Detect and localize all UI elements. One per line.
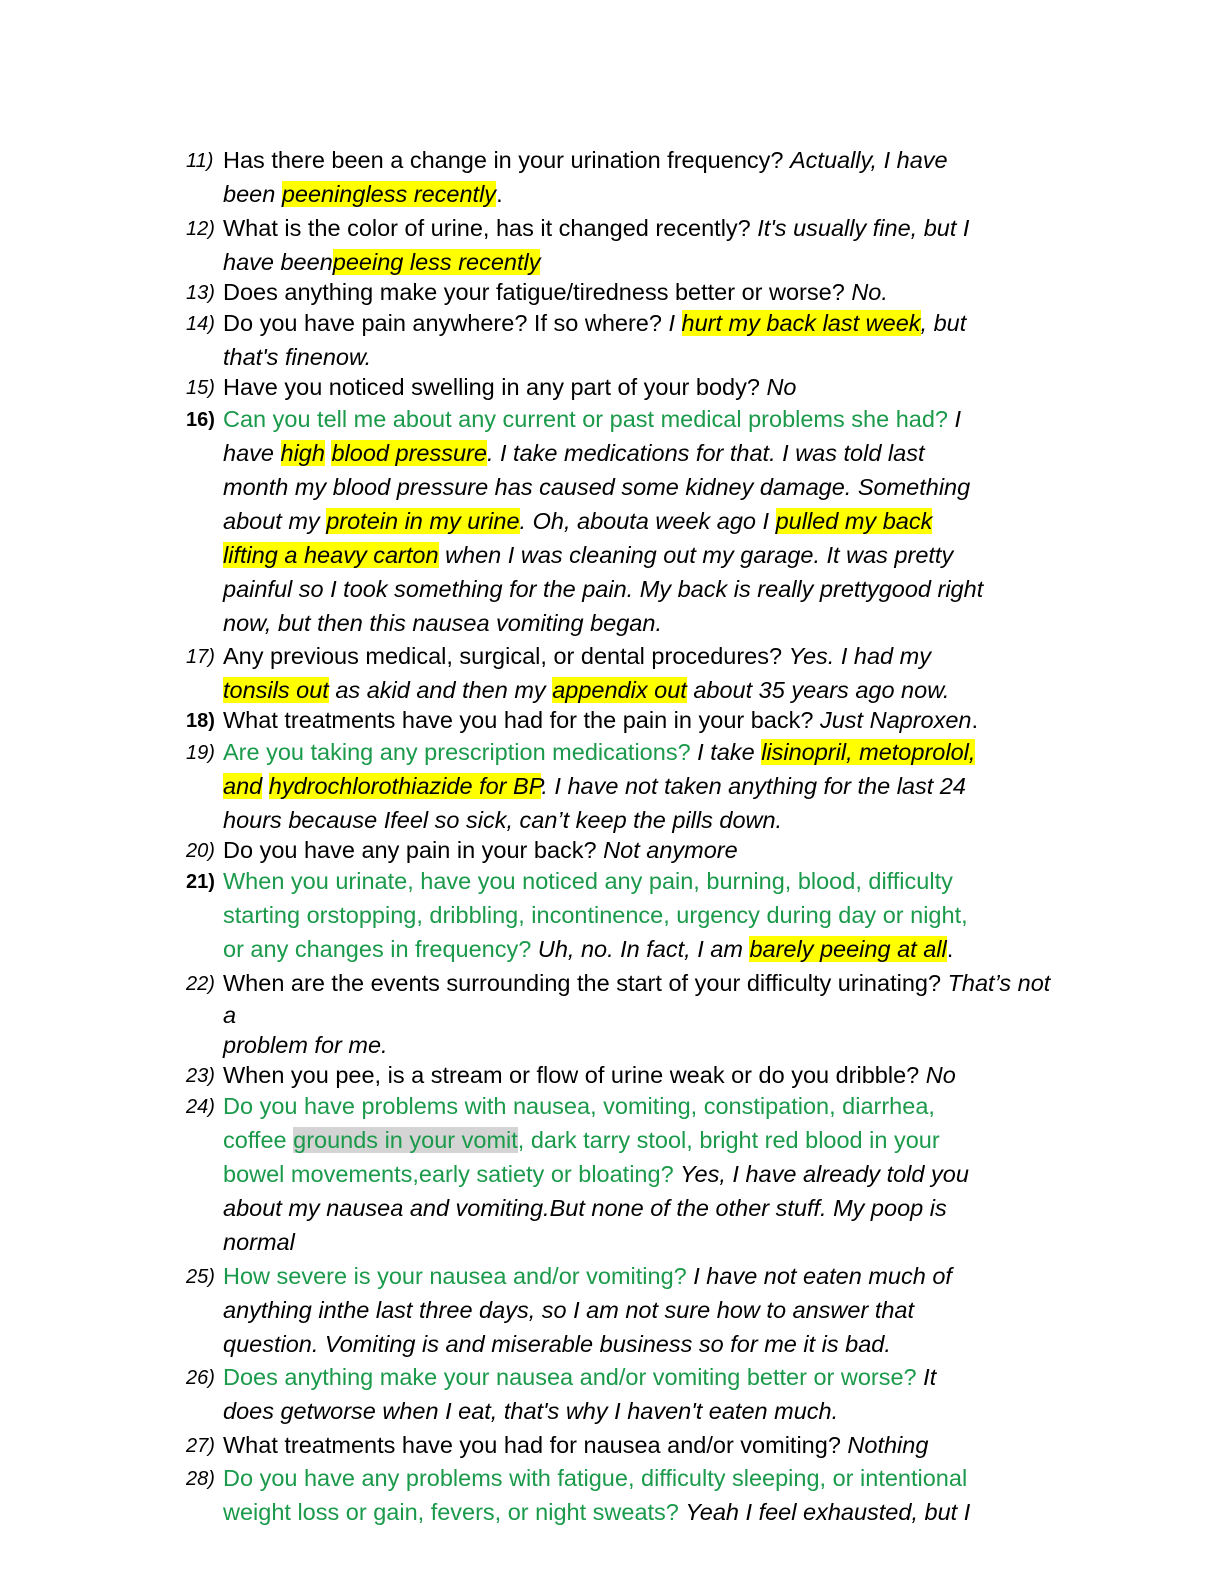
text-line xyxy=(223,1191,1176,1225)
answer-text: , but xyxy=(920,310,967,336)
qa-item xyxy=(186,1461,1176,1529)
highlighted-text: high xyxy=(280,440,325,466)
text-line xyxy=(223,572,1176,606)
text-line xyxy=(223,538,1176,572)
text-line xyxy=(223,211,1176,245)
text-line xyxy=(223,1360,1176,1394)
text-line xyxy=(223,370,1176,404)
answer-text: as akid and then my xyxy=(328,677,553,703)
answer-text: Uh, no. In fact, I am xyxy=(537,936,750,962)
answer-text: Yes. I had my xyxy=(788,643,931,669)
answer-text: . I have not taken anything for the last 24 xyxy=(541,773,966,799)
text-line xyxy=(223,1157,1176,1191)
highlighted-text: peeing less recently xyxy=(332,249,541,275)
text-line xyxy=(223,245,1176,279)
answer-text: about my xyxy=(223,508,327,534)
highlighted-text: appendix out xyxy=(552,677,687,703)
answer-text: about 35 years ago now. xyxy=(686,677,950,703)
highlighted-text: and xyxy=(223,773,263,799)
answer-text: when I was cleaning out my garage. It was pretty xyxy=(438,542,954,568)
answer-text: painful so I took something for the pain. My back is really prettygood right xyxy=(223,576,984,602)
answer-text: That’s not xyxy=(947,970,1051,996)
answer-text: No xyxy=(925,1062,956,1088)
answer-text: a xyxy=(223,1002,237,1028)
item-number: 12) xyxy=(186,218,215,240)
item-number: 15) xyxy=(186,377,215,399)
item-number: 17) xyxy=(186,646,215,668)
answer-text: anything inthe last three days, so I am not sure how to answer that xyxy=(223,1297,915,1323)
question-text: Has there been a change in your urination frequency? xyxy=(223,147,790,173)
item-number: 21) xyxy=(186,871,215,893)
question-text: Do you have problems with nausea, vomiting, constipation, diarrhea, xyxy=(223,1093,935,1119)
highlighted-text: lisinopril, metoprolol, xyxy=(761,739,976,765)
text-line xyxy=(223,1225,1176,1259)
answer-text: . Oh, abouta week ago I xyxy=(519,508,776,534)
qa-item xyxy=(186,1428,1176,1462)
answer-text: been xyxy=(223,181,282,207)
item-number: 16) xyxy=(186,409,215,431)
item-number: 14) xyxy=(186,313,215,335)
answer-text: month my blood pressure has caused some kidney damage. Something xyxy=(223,474,971,500)
qa-item xyxy=(186,833,1176,867)
highlighted-text: hydrochlorothiazide for BP xyxy=(268,773,542,799)
text-line xyxy=(223,639,1176,673)
item-number: 28) xyxy=(186,1468,215,1490)
item-number: 13) xyxy=(186,282,215,304)
question-text: starting orstopping, dribbling, incontinence, urgency during day or night, xyxy=(223,902,968,928)
question-text: Does anything make your fatigue/tiredness better or worse? xyxy=(223,279,852,305)
text-line xyxy=(223,306,1176,340)
question-text: Are you taking any prescription medications? xyxy=(223,739,698,765)
highlighted-text: grounds in your vomit xyxy=(293,1127,518,1153)
question-text: Do you have pain anywhere? If so where? xyxy=(223,310,669,336)
question-text: bowel movements,early satiety or bloating? xyxy=(223,1161,681,1187)
question-text: . xyxy=(496,181,503,207)
item-number: 26) xyxy=(186,1367,215,1389)
item-number: 27) xyxy=(186,1435,215,1457)
answer-text: It xyxy=(923,1364,937,1390)
answer-text: I xyxy=(668,310,682,336)
text-line xyxy=(223,1089,1176,1123)
text-line xyxy=(223,1293,1176,1327)
answer-text: about my nausea and vomiting.But none of the other stuff. My poop is xyxy=(223,1195,947,1221)
text-line xyxy=(223,769,1176,803)
text-line xyxy=(223,898,1176,932)
question-text: What treatments have you had for the pain in your back? xyxy=(223,707,820,733)
text-line xyxy=(223,1461,1176,1495)
highlighted-text: pulled my back xyxy=(775,508,933,534)
question-text: . xyxy=(971,707,979,733)
answer-text: normal xyxy=(223,1229,295,1255)
answer-text: Nothing xyxy=(847,1432,929,1458)
text-line xyxy=(223,1259,1176,1293)
highlighted-text: blood pressure xyxy=(331,440,487,466)
answer-text: now, but then this nausea vomiting began. xyxy=(223,610,662,636)
text-line xyxy=(223,1495,1176,1529)
qa-item xyxy=(186,306,1176,374)
text-line xyxy=(223,1123,1176,1157)
answer-text: Yeah I feel exhausted, but I xyxy=(685,1499,971,1525)
qa-item xyxy=(186,1259,1176,1361)
question-text: When you urinate, have you noticed any pain, burning, blood, difficulty xyxy=(223,868,953,894)
item-number: 20) xyxy=(186,840,215,862)
text-line xyxy=(223,966,1050,1000)
qa-item xyxy=(186,370,1176,404)
answer-text: question. Vomiting is and miserable business so for me it is bad. xyxy=(223,1331,891,1357)
question-text: When you pee, is a stream or flow of urine weak or do you dribble? xyxy=(223,1062,926,1088)
text-line xyxy=(223,1394,1176,1428)
text-line xyxy=(223,340,1176,374)
text-line xyxy=(223,177,1176,211)
qa-item xyxy=(186,211,1176,279)
highlighted-text: hurt my back last week xyxy=(681,310,921,336)
item-number: 11) xyxy=(186,150,214,172)
answer-text: I xyxy=(954,406,962,432)
answer-text: Yes, I have already told you xyxy=(680,1161,969,1187)
question-text: How severe is your nausea and/or vomiting? xyxy=(223,1263,694,1289)
question-text: Any previous medical, surgical, or dental procedures? xyxy=(223,643,789,669)
qa-item xyxy=(186,402,1176,640)
question-text: What is the color of urine, has it changed recently? xyxy=(223,215,758,241)
answer-text: does getworse when I eat, that's why I haven't eaten much. xyxy=(223,1398,839,1424)
answer-text: that's finenow. xyxy=(223,344,372,370)
answer-text: Just Naproxen xyxy=(819,707,972,733)
text-line xyxy=(223,998,236,1032)
qa-item xyxy=(186,275,1176,309)
qa-item xyxy=(186,864,1176,966)
text-line xyxy=(223,275,1176,309)
text-line xyxy=(223,402,1176,436)
highlighted-text: peeningless recently xyxy=(281,181,497,207)
item-number: 18) xyxy=(186,710,215,732)
qa-item xyxy=(186,143,1176,211)
text-line xyxy=(223,1428,1176,1462)
item-number: 22) xyxy=(186,973,215,995)
question-text: Have you noticed swelling in any part of your body? xyxy=(223,374,767,400)
question-text: weight loss or gain, fevers, or night sweats? xyxy=(223,1499,686,1525)
answer-text: Not anymore xyxy=(603,837,738,863)
text-line xyxy=(223,1028,388,1062)
qa-item xyxy=(186,703,1176,737)
text-line xyxy=(223,673,1176,707)
question-text: Do you have any pain in your back? xyxy=(223,837,604,863)
highlighted-text: barely peeing at all xyxy=(749,936,947,962)
text-line xyxy=(223,606,1176,640)
question-text: Does anything make your nausea and/or vomiting better or worse? xyxy=(223,1364,924,1390)
text-line xyxy=(223,833,1176,867)
answer-text: problem for me. xyxy=(223,1032,388,1058)
answer-text: I take xyxy=(697,739,762,765)
question-text: What treatments have you had for nausea and/or vomiting? xyxy=(223,1432,848,1458)
question-text: , dark tarry stool, bright red blood in your xyxy=(517,1127,940,1153)
answer-text: No xyxy=(766,374,797,400)
text-line xyxy=(223,932,1176,966)
text-line xyxy=(223,470,1176,504)
text-line xyxy=(223,864,1176,898)
question-text: or any changes in frequency? xyxy=(223,936,538,962)
qa-item xyxy=(186,639,1176,707)
question-text: Can you tell me about any current or past medical problems she had? xyxy=(223,406,955,432)
qa-item xyxy=(186,1058,1176,1092)
highlighted-text: tonsils out xyxy=(223,677,329,703)
question-text: coffee xyxy=(223,1127,294,1153)
qa-item xyxy=(186,1089,1176,1259)
answer-text: Actually, I have xyxy=(789,147,948,173)
answer-text: hours because Ifeel so sick, can’t keep the pills down. xyxy=(223,807,783,833)
text-line xyxy=(223,703,1176,737)
answer-text: No. xyxy=(851,279,888,305)
qa-item xyxy=(186,735,1176,837)
answer-text: have been xyxy=(223,249,333,275)
answer-text: . I take medications for that. I was told last xyxy=(486,440,925,466)
text-line xyxy=(223,504,1176,538)
text-line xyxy=(223,436,1176,470)
answer-text: have xyxy=(223,440,281,466)
question-text: Do you have any problems with fatigue, difficulty sleeping, or intentional xyxy=(223,1465,968,1491)
qa-item xyxy=(186,1360,1176,1428)
item-number: 25) xyxy=(186,1266,215,1288)
text-line xyxy=(223,1058,1176,1092)
answer-text: I have not eaten much of xyxy=(693,1263,952,1289)
text-line xyxy=(223,735,1176,769)
item-number: 19) xyxy=(186,742,215,764)
answer-text xyxy=(262,773,269,799)
item-number: 23) xyxy=(186,1065,215,1087)
question-text: When are the events surrounding the start of your difficulty urinating? xyxy=(223,970,948,996)
text-line xyxy=(223,803,1176,837)
text-line xyxy=(223,1327,1176,1361)
highlighted-text: lifting a heavy carton xyxy=(223,542,439,568)
question-text: . xyxy=(946,936,954,962)
item-number: 24) xyxy=(186,1096,215,1118)
text-line xyxy=(223,143,1176,177)
highlighted-text: protein in my urine xyxy=(326,508,520,534)
answer-text: It's usually fine, but I xyxy=(757,215,970,241)
